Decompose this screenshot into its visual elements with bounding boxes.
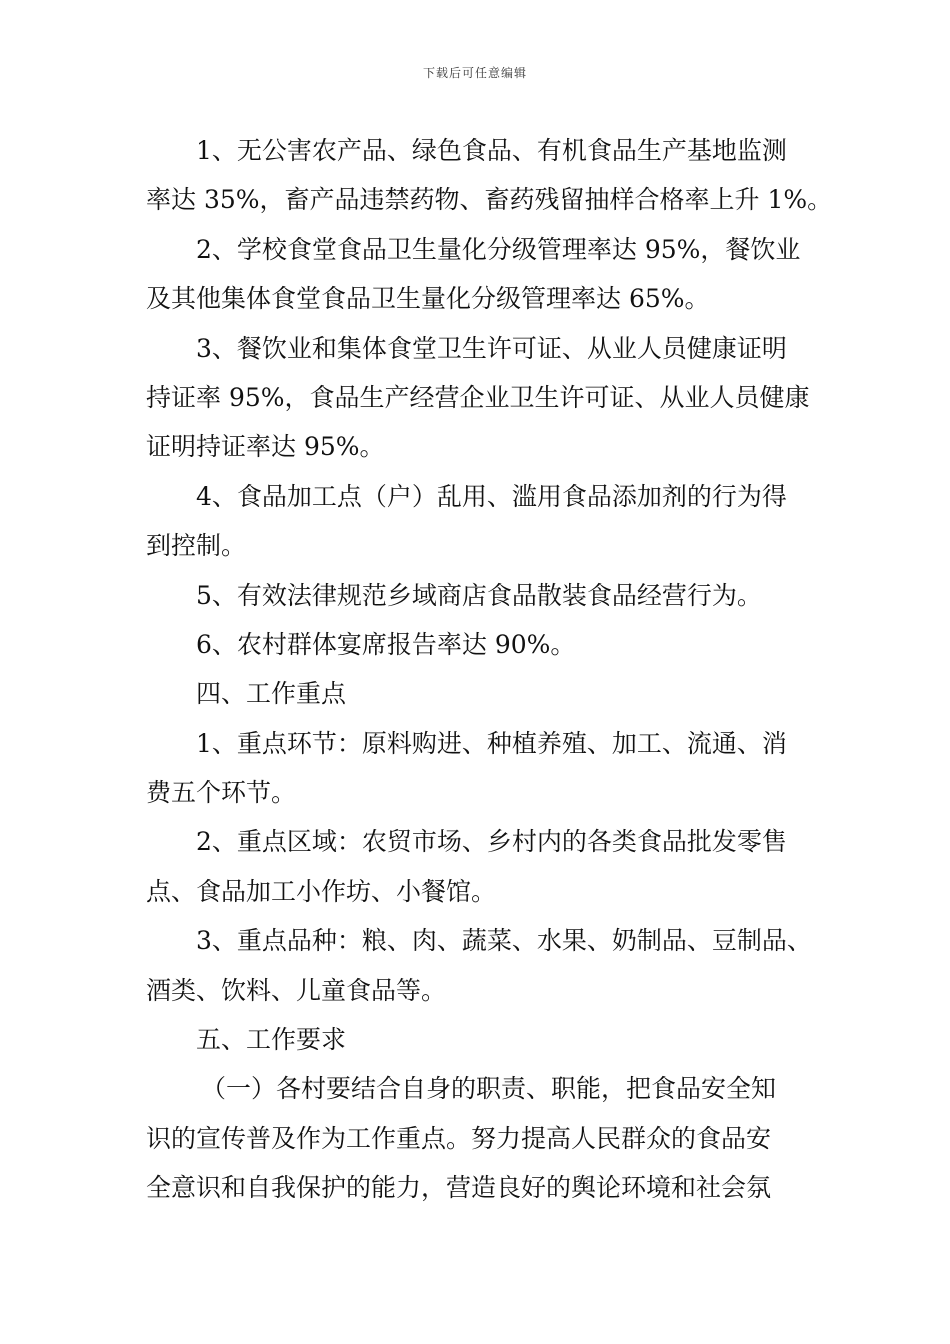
paragraph-line: 点、食品加工小作坊、小餐馆。 bbox=[146, 876, 497, 906]
section-heading: 四、工作重点 bbox=[196, 679, 347, 709]
paragraph-line: 6、农村群体宴席报告率达 90%。 bbox=[196, 629, 576, 659]
paragraph-line: 全意识和自我保护的能力，营造良好的舆论环境和社会氛 bbox=[146, 1173, 772, 1203]
paragraph-line: 4、食品加工点（户）乱用、滥用食品添加剂的行为得 bbox=[196, 481, 787, 511]
paragraph-line: 证明持证率达 95%。 bbox=[146, 432, 385, 462]
paragraph-line: 2、学校食堂食品卫生量化分级管理率达 95%，餐饮业 bbox=[196, 234, 801, 264]
paragraph-line: （一）各村要结合自身的职责、职能，把食品安全知 bbox=[201, 1074, 777, 1104]
paragraph-line: 5、有效法律规范乡域商店食品散装食品经营行为。 bbox=[196, 580, 762, 610]
paragraph-line: 1、重点环节：原料购进、种植养殖、加工、流通、消 bbox=[196, 728, 787, 758]
paragraph-line: 3、餐饮业和集体食堂卫生许可证、从业人员健康证明 bbox=[196, 333, 787, 363]
paragraph-line: 酒类、饮料、儿童食品等。 bbox=[146, 975, 447, 1005]
paragraph-line: 费五个环节。 bbox=[146, 778, 297, 808]
paragraph-line: 2、重点区域：农贸市场、乡村内的各类食品批发零售 bbox=[196, 827, 787, 857]
paragraph-line: 持证率 95%，食品生产经营企业卫生许可证、从业人员健康 bbox=[146, 382, 810, 412]
paragraph-line: 到控制。 bbox=[146, 531, 247, 561]
paragraph-line: 及其他集体食堂食品卫生量化分级管理率达 65%。 bbox=[146, 284, 710, 314]
document-body bbox=[146, 126, 833, 1213]
paragraph-line: 率达 35%，畜产品违禁药物、畜药残留抽样合格率上升 1%。 bbox=[146, 185, 833, 215]
paragraph-line: 识的宣传普及作为工作重点。努力提高人民群众的食品安 bbox=[146, 1123, 772, 1153]
paragraph-line: 3、重点品种：粮、肉、蔬菜、水果、奶制品、豆制品、 bbox=[196, 926, 812, 956]
page-header: 下载后可任意编辑 bbox=[422, 66, 527, 80]
section-heading: 五、工作要求 bbox=[196, 1025, 347, 1055]
paragraph-line: 1、无公害农产品、绿色食品、有机食品生产基地监测 bbox=[196, 136, 787, 165]
